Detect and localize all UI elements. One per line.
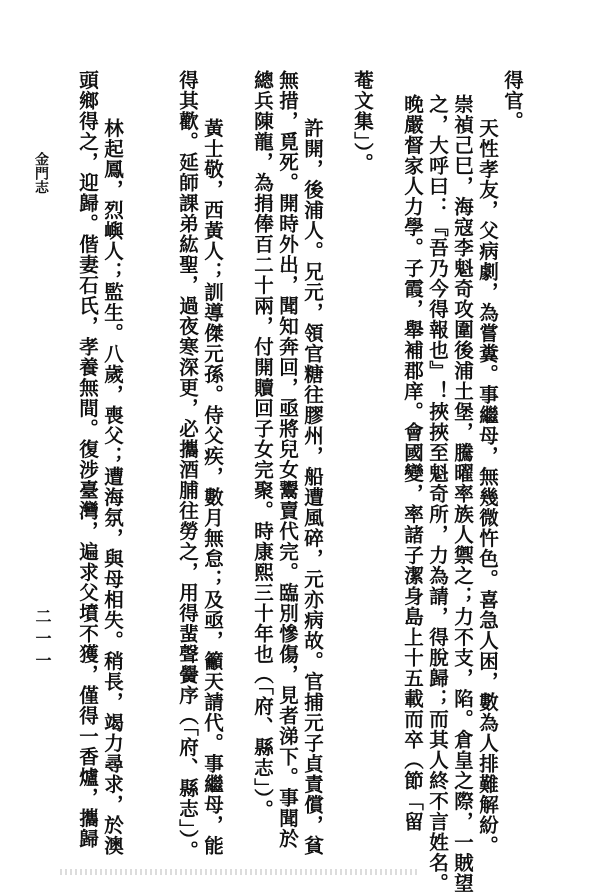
text-column-11: 得其歡。延師課弟紘聖，過夜寒深更，必攜酒脯往勞之，用得蜚聲黌序（「府、縣志」）。	[176, 70, 199, 861]
text-column-3: 崇禎己巳，海寇李魁奇攻圍後浦土堡，騰曜率族人禦之；力不支，陷。倉皇之際，一賊望	[451, 94, 474, 894]
text-column-9: 總兵陳龍，為捐俸百二十兩，付開贖回子女完聚。時康熙三十年也（「府、縣志」）。	[251, 70, 274, 820]
text-column-8: 無措，覓死。開時外出，聞知奔回，亟將兒女鬻賣代完。臨別慘傷，見者涕下。事聞於	[276, 70, 299, 849]
text-column-2: 天性孝友，父病劇，為嘗糞。事繼母，無幾微忤色。喜急人困，數為人排難解紛。	[476, 118, 499, 856]
text-column-12: 林起鳳，烈嶼人；監生。八歲，喪父；遭海氛，與母相失。稍長，竭力尋求，於澳	[101, 118, 124, 856]
running-head: 金門志	[33, 152, 49, 194]
text-column-5: 晚嚴督家人力學。子霞，舉補郡庠。會國變，率諸子潔身島上十五載而卒（節「留	[401, 94, 424, 832]
page-number: 二一一	[33, 608, 52, 674]
text-column-1: 得官。	[501, 70, 524, 132]
scan-artifact-strip	[60, 869, 420, 875]
text-column-7: 許開，後浦人。兄元，領官糖往膠州，船遭風碎，元亦病故。官捕元子貞責償，貧	[301, 118, 324, 856]
text-column-4: 之，大呼曰：『吾乃今得報也』！挾挾至魁奇所，力為請，得脫歸；而其人終不言姓名。	[426, 94, 449, 894]
text-column-13: 頭鄉得之，迎歸。偕妻石氏，孝養無間。復涉臺灣，遍求父墳不獲，僅得一香爐，攜歸	[76, 70, 99, 849]
text-column-10: 黃士敬，西黃人；訓導傑元孫。侍父疾，數月無怠；及亟，籲天請代。事繼母，能	[201, 118, 224, 856]
text-column-6: 菴文集」）。	[351, 70, 374, 174]
